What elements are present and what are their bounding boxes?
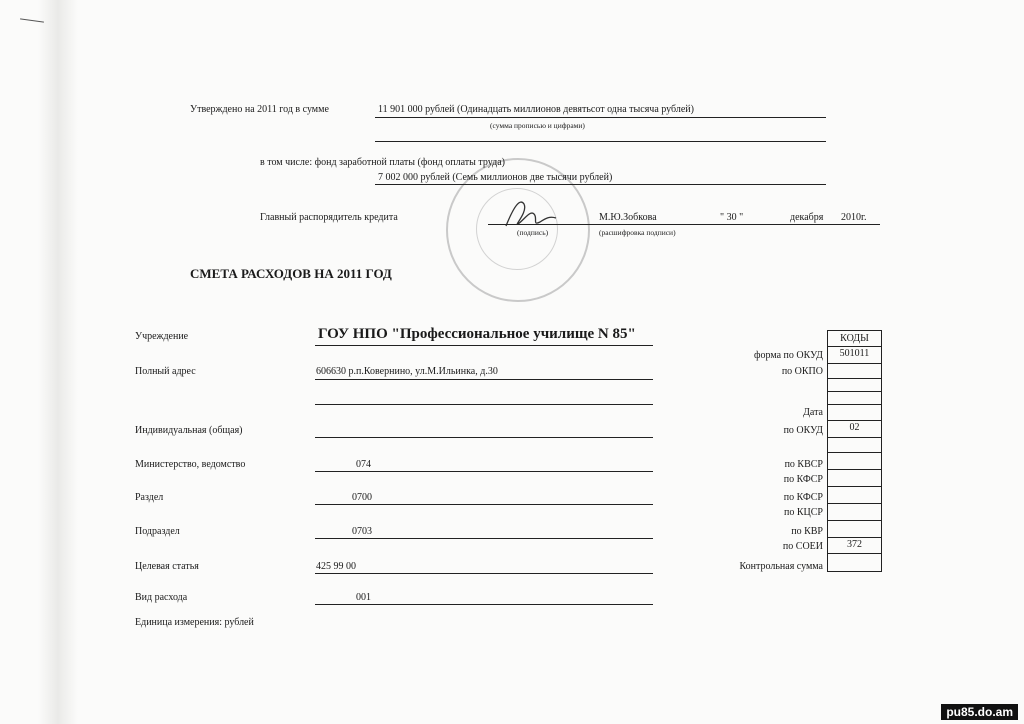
approval-label: Утверждено на 2011 год в сумме	[190, 104, 329, 115]
approval-amount-caption: (сумма прописью и цифрами)	[490, 121, 585, 130]
code-cell-kfsr2	[827, 487, 882, 504]
address-value: 606630 р.п.Ковернино, ул.М.Ильинка, д.30	[316, 366, 498, 377]
code-cell-kcsr	[827, 504, 882, 521]
manager-name: М.Ю.Зобкова	[599, 212, 657, 223]
section-value: 0700	[352, 492, 372, 503]
institution-label: Учреждение	[135, 331, 189, 342]
individual-line	[315, 437, 653, 438]
code-cell-okpo-2	[827, 379, 882, 392]
date-year: 2010г.	[841, 212, 867, 223]
target-line	[315, 573, 653, 574]
section-label: Раздел	[135, 492, 164, 503]
payroll-line	[375, 184, 826, 185]
target-label: Целевая статья	[135, 561, 199, 572]
payroll-amount: 7 002 000 рублей (Семь миллионов две тысячи рублей)	[378, 172, 613, 183]
address-label: Полный адрес	[135, 366, 196, 377]
ministry-value: 074	[356, 459, 371, 470]
soei-label: по СОЕИ	[782, 541, 823, 552]
subsection-line	[315, 538, 653, 539]
codes-header: КОДЫ	[840, 333, 869, 344]
codes-header-cell	[827, 330, 882, 347]
kfsr-label: по КФСР	[783, 474, 823, 485]
code-cell-okud2	[827, 421, 882, 438]
code-cell-date	[827, 405, 882, 421]
scan-shadow-left	[38, 0, 78, 724]
document-title: СМЕТА РАСХОДОВ НА 2011 ГОД	[190, 266, 392, 281]
address-line-2	[315, 404, 653, 405]
subsection-value: 0703	[352, 526, 372, 537]
code-cell-kvr	[827, 521, 882, 538]
code-cell-kvsr	[827, 453, 882, 470]
code-cell-soei	[827, 538, 882, 554]
expense-value: 001	[356, 592, 371, 603]
institution-line	[315, 345, 653, 346]
signature	[500, 196, 560, 232]
kfsr2-label: по КФСР	[783, 492, 823, 503]
okud2-label: по ОКУД	[783, 425, 823, 436]
okud-value: 501011	[839, 348, 870, 359]
code-cell-okpo	[827, 364, 882, 379]
date-day: " 30 "	[720, 212, 744, 223]
code-cell-blank-2	[827, 438, 882, 453]
subsection-label: Подраздел	[135, 526, 180, 537]
kvsr-label: по КВСР	[784, 459, 823, 470]
kcsr-label: по КЦСР	[784, 507, 823, 518]
okpo-label: по ОКПО	[781, 366, 823, 377]
institution-value: ГОУ НПО "Профессиональное училище N 85"	[318, 326, 636, 342]
expense-line	[315, 604, 653, 605]
target-value: 425 99 00	[316, 561, 356, 572]
approval-amount: 11 901 000 рублей (Одинадцать миллионов девятьсот одна тысяча рублей)	[378, 104, 694, 115]
kvr-label: по КВР	[791, 526, 823, 537]
address-line	[315, 379, 653, 380]
payroll-label: в том числе: фонд заработной платы (фонд оплаты труда)	[260, 157, 505, 168]
expense-label: Вид расхода	[135, 592, 188, 603]
code-cell-okud	[827, 347, 882, 364]
code-cell-checksum	[827, 554, 882, 572]
signature-caption: (подпись)	[517, 228, 549, 237]
individual-label: Индивидуальная (общая)	[135, 425, 243, 436]
code-cell-blank	[827, 392, 882, 405]
okud-label: форма по ОКУД	[754, 350, 823, 361]
decoding-caption: (расшифровка подписи)	[599, 228, 676, 237]
ministry-label: Министерство, ведомство	[135, 459, 246, 470]
okud2-value: 02	[849, 422, 860, 433]
soei-value: 372	[847, 539, 862, 550]
approval-second-line	[375, 141, 826, 142]
unit-label: Единица измерения: рублей	[135, 617, 254, 628]
approval-amount-line	[375, 117, 826, 118]
manager-label: Главный распорядитель кредита	[260, 212, 398, 223]
ministry-line	[315, 471, 653, 472]
section-line	[315, 504, 653, 505]
date-label: Дата	[803, 407, 823, 418]
signature-line	[488, 224, 880, 225]
code-cell-kfsr	[827, 470, 882, 487]
checksum-label: Контрольная сумма	[739, 561, 823, 572]
site-watermark: pu85.do.am	[941, 704, 1018, 720]
date-month: декабря	[790, 212, 824, 223]
